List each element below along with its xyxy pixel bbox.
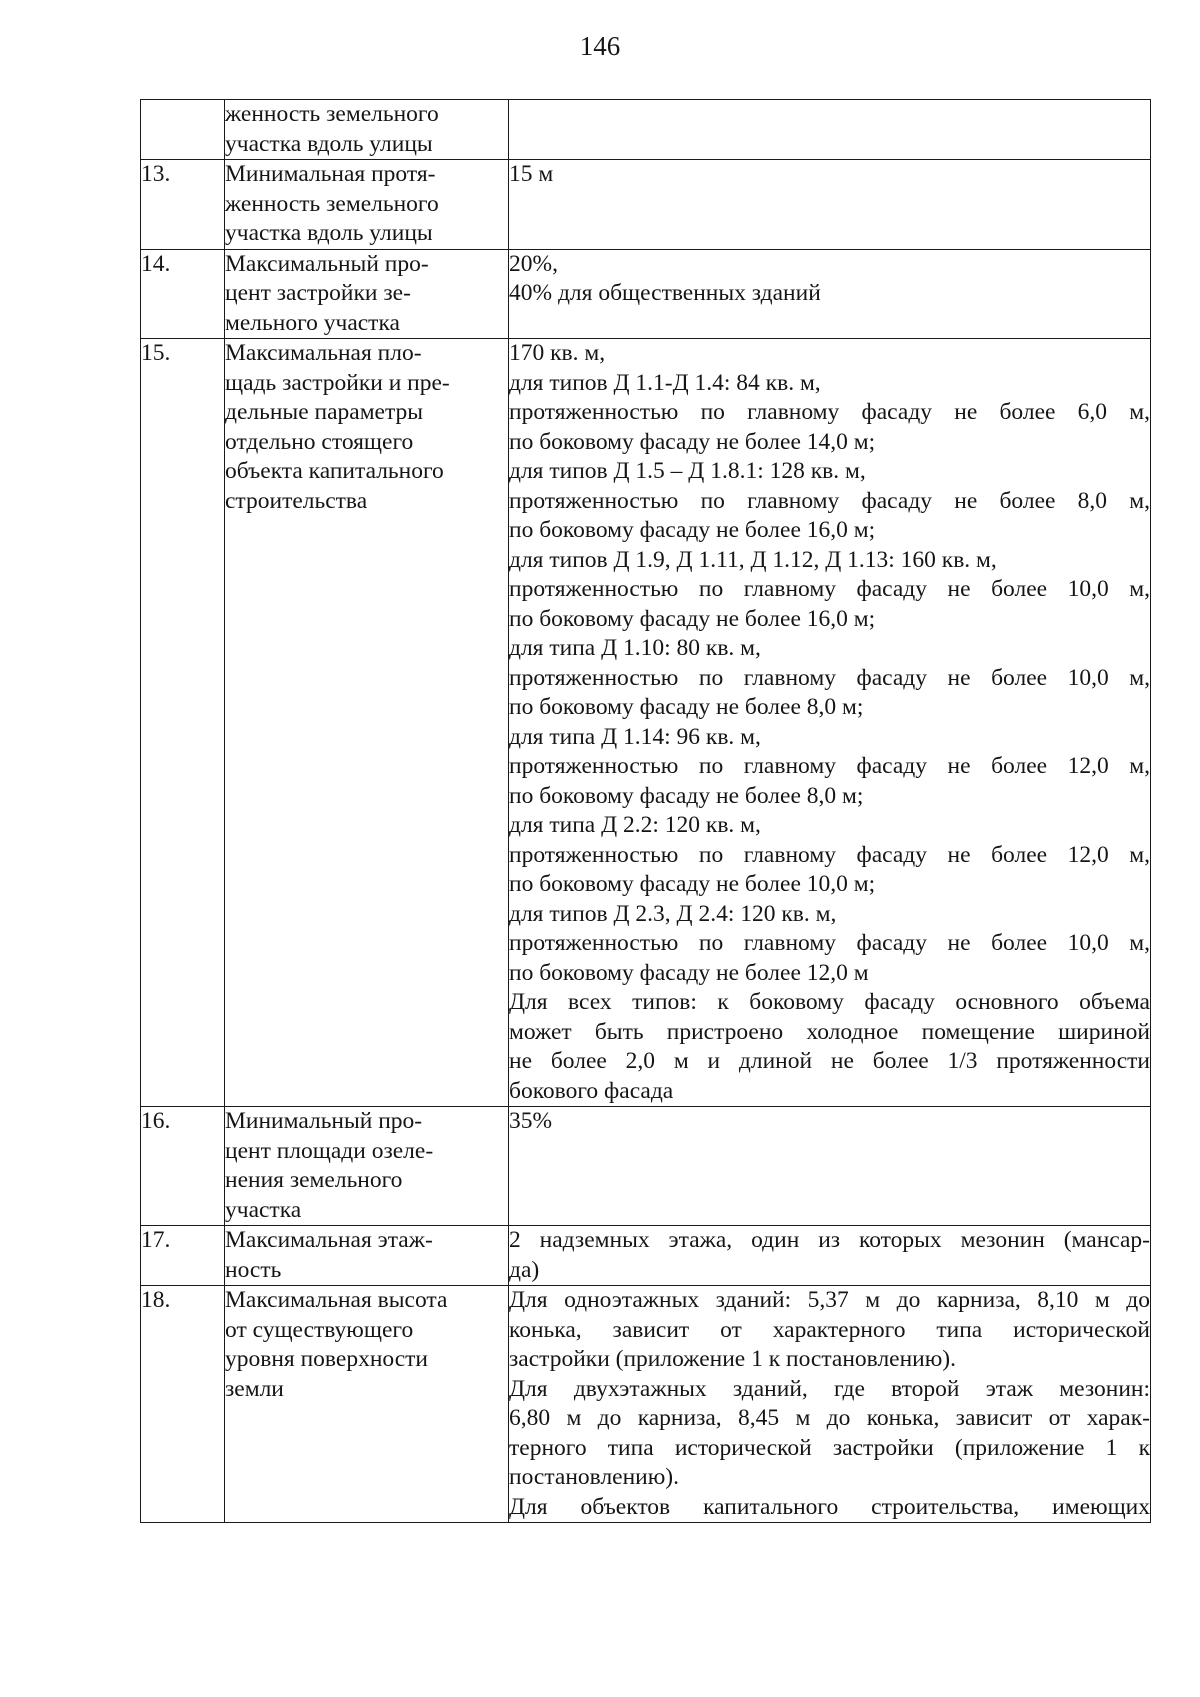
parameter-value-line: протяженностью по главному фасаду не более 8,0 м, xyxy=(509,487,1150,514)
parameter-name-line: нения земельного xyxy=(225,1167,403,1193)
parameter-value-line: для типов Д 2.3, Д 2.4: 120 кв. м, xyxy=(509,900,837,927)
parameter-value-line: может быть пристроено холодное помещение шириной xyxy=(509,1018,1150,1045)
table-row xyxy=(141,160,1151,250)
parameter-name-line: Максимальная пло- xyxy=(225,340,422,366)
parameter-value-line: протяженностью по главному фасаду не более 10,0 м, xyxy=(509,576,1150,602)
parameter-value-line: для типов Д 1.9, Д 1.11, Д 1.12, Д 1.13: 160 кв. м, xyxy=(509,546,997,573)
parameter-name-line: женность земельного xyxy=(225,101,439,127)
parameter-value-line: постановлению). xyxy=(509,1464,680,1490)
parameter-name-line: участка вдоль улицы xyxy=(225,220,433,246)
parameter-name xyxy=(225,339,509,1107)
parameter-value-line: конька, зависит от характерного типа исторической xyxy=(509,1316,1150,1343)
parameter-name-line: щадь застройки и пре- xyxy=(225,369,450,396)
parameter-value-line: протяженностью по главному фасаду не более 12,0 м, xyxy=(509,753,1150,779)
parameter-value-line: протяженностью по главному фасаду не более 10,0 м, xyxy=(509,930,1150,956)
parameter-value-line: протяженностью по главному фасаду не более 12,0 м, xyxy=(509,841,1150,868)
parameter-value-line: по боковому фасаду не более 14,0 м; xyxy=(509,428,876,455)
parameter-value-line: по боковому фасаду не более 16,0 м; xyxy=(509,517,876,543)
row-number: 16. xyxy=(141,1107,225,1226)
parameter-name xyxy=(225,1226,509,1286)
parameter-value-line: 2 надземных этажа, один из которых мезонин (мансар- xyxy=(509,1227,1150,1253)
parameter-name xyxy=(225,1107,509,1226)
table-row xyxy=(141,100,1151,160)
parameter-value-line: застройки (приложение 1 к постановлению). xyxy=(509,1346,957,1372)
parameter-value xyxy=(509,160,1151,250)
table-row xyxy=(141,249,1151,339)
table-row xyxy=(141,1286,1151,1523)
parameter-value-line: по боковому фасаду не более 8,0 м; xyxy=(509,782,864,809)
parameter-value-line: для типов Д 1.1-Д 1.4: 84 кв. м, xyxy=(509,369,821,396)
parameter-value-line: по боковому фасаду не более 12,0 м xyxy=(509,959,869,986)
parameter-name-line: от существующего xyxy=(225,1316,414,1343)
parameter-value-line: Для объектов капитального строительства, имеющих xyxy=(509,1493,1150,1520)
parameter-value-line: для типа Д 1.14: 96 кв. м, xyxy=(509,723,761,750)
parameter-name-line: участка вдоль улицы xyxy=(225,130,433,157)
parameter-name-line: цент застройки зе- xyxy=(225,280,411,306)
table-row xyxy=(141,1226,1151,1286)
parameter-value-line: по боковому фасаду не более 16,0 м; xyxy=(509,605,876,632)
table-body xyxy=(141,100,1151,1523)
parameter-name xyxy=(225,100,509,160)
parameter-name-line: цент площади озеле- xyxy=(225,1137,434,1164)
parameter-name-line: участка xyxy=(225,1196,302,1223)
parameter-name xyxy=(225,249,509,339)
parameter-value-line: 40% для общественных зданий xyxy=(509,280,821,306)
parameter-name-line: Максимальная высота xyxy=(225,1287,448,1313)
parameter-name xyxy=(225,1286,509,1523)
parameter-value-line: протяженностью по главному фасаду не более 6,0 м, xyxy=(509,399,1150,425)
parameter-value-line: для типа Д 2.2: 120 кв. м, xyxy=(509,812,761,838)
parameter-name-line: земли xyxy=(225,1375,284,1402)
parameter-value xyxy=(509,1107,1151,1226)
parameter-name-line: женность земельного xyxy=(225,190,439,217)
table-row xyxy=(141,1107,1151,1226)
parameter-value-line: Для всех типов: к боковому фасаду основного объема xyxy=(509,989,1150,1015)
parameter-name-line: строительства xyxy=(225,487,368,514)
row-number: 13. xyxy=(141,160,225,250)
parameter-name-line: уровня поверхности xyxy=(225,1346,429,1372)
row-number: 15. xyxy=(141,339,225,1107)
parameter-name-line: объекта капитального xyxy=(225,458,444,484)
parameter-value-line: для типа Д 1.10: 80 кв. м, xyxy=(509,635,761,661)
page-number: 146 xyxy=(579,31,621,61)
parameter-value-line: 6,80 м до карниза, 8,45 м до конька, зависит от харак- xyxy=(509,1405,1150,1431)
parameter-name-line: Минимальный про- xyxy=(225,1108,423,1134)
parameter-value xyxy=(509,249,1151,339)
parameter-name-line: Максимальная этаж- xyxy=(225,1227,433,1253)
parameter-value-line: 170 кв. м, xyxy=(509,340,606,366)
parameter-value-line: 15 м xyxy=(509,161,554,187)
row-number: 18. xyxy=(141,1286,225,1523)
parameter-name xyxy=(225,160,509,250)
row-number: 14. xyxy=(141,249,225,339)
parameter-name-line: ность xyxy=(225,1256,282,1283)
parameter-name-line: мельного участка xyxy=(225,309,400,336)
regulations-table xyxy=(140,99,1151,1523)
parameter-value-line: 20%, xyxy=(509,250,558,277)
parameter-name-line: дельные параметры xyxy=(225,399,424,425)
parameter-name-line: Минимальная протя- xyxy=(225,161,436,187)
parameter-value-line: не более 2,0 м и длиной не более 1/3 протяженности xyxy=(509,1048,1150,1074)
parameter-value-line: терного типа исторической застройки (приложение 1 к xyxy=(509,1434,1150,1461)
row-number: 17. xyxy=(141,1226,225,1286)
parameter-value xyxy=(509,1226,1151,1286)
parameter-value xyxy=(509,1286,1151,1523)
parameter-name-line: отдельно стоящего xyxy=(225,428,414,455)
parameter-value-line: да) xyxy=(509,1256,540,1283)
parameter-value-line: Для двухэтажных зданий, где второй этаж мезонин: xyxy=(509,1375,1150,1402)
parameter-value-line: протяженностью по главному фасаду не более 10,0 м, xyxy=(509,664,1150,691)
parameter-value-line: по боковому фасаду не более 10,0 м; xyxy=(509,871,876,897)
table-row xyxy=(141,339,1151,1107)
parameter-value-line: бокового фасада xyxy=(509,1077,674,1104)
parameter-value-line: Для одноэтажных зданий: 5,37 м до карниза, 8,10 м до xyxy=(509,1287,1150,1313)
parameter-name-line: Максимальный про- xyxy=(225,250,429,277)
parameter-value-line: для типов Д 1.5 – Д 1.8.1: 128 кв. м, xyxy=(509,458,866,484)
parameter-value xyxy=(509,100,1151,160)
parameter-value-line: по боковому фасаду не более 8,0 м; xyxy=(509,694,864,720)
parameter-value-line: 35% xyxy=(509,1108,553,1134)
row-number xyxy=(141,100,225,160)
parameter-value xyxy=(509,339,1151,1107)
